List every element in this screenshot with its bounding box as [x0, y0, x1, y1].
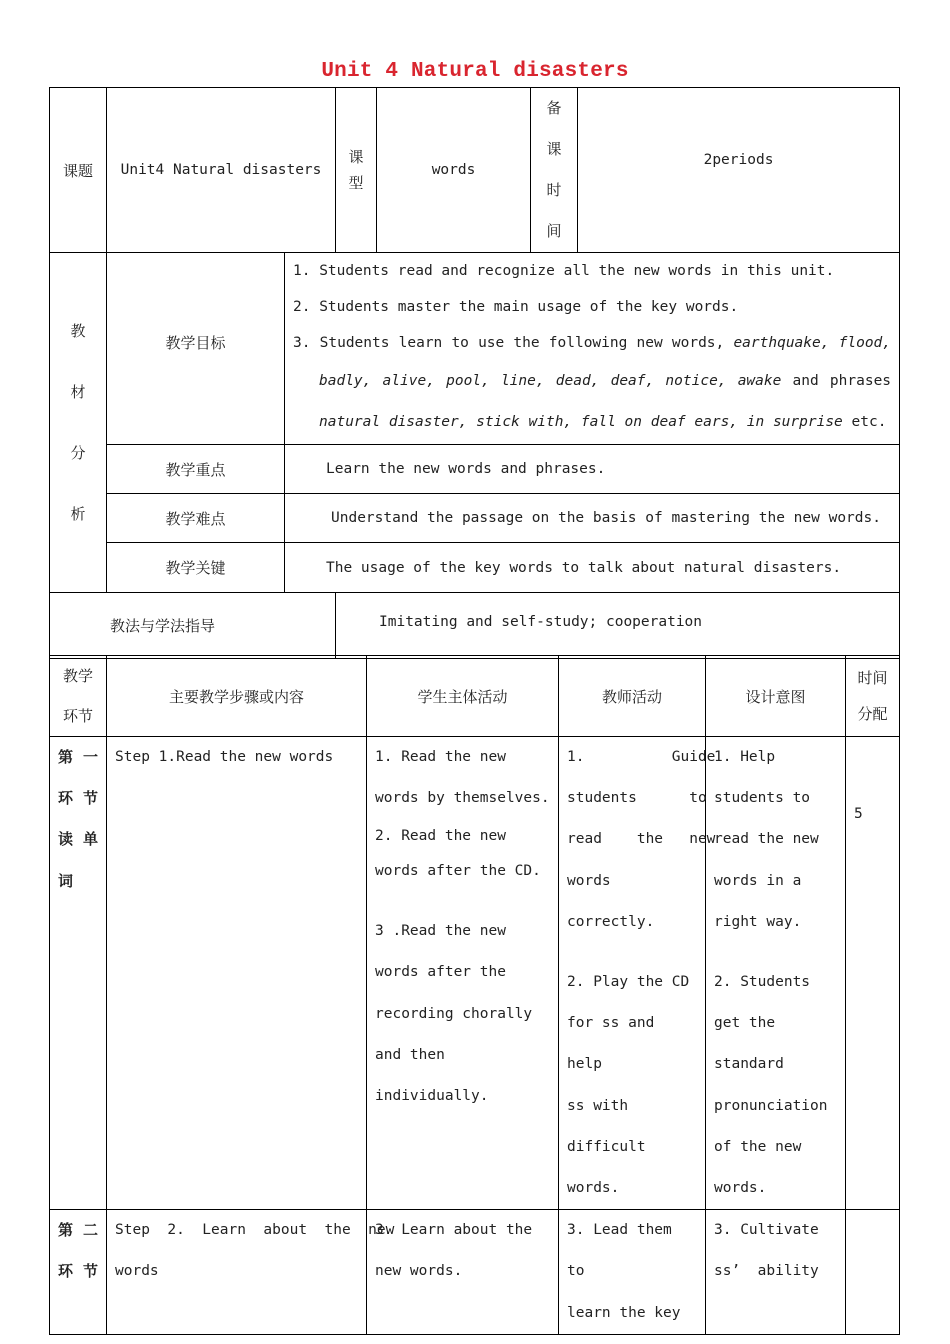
- key-label: 教学关键: [107, 543, 285, 593]
- key-value: The usage of the key words to talk about natural disasters.: [285, 543, 900, 593]
- header-teacher-activity: 教师活动: [559, 656, 706, 737]
- process-header-row: [50, 656, 900, 737]
- topic-value: Unit4 Natural disasters: [107, 88, 336, 253]
- header-student-activity: 学生主体活动: [367, 656, 559, 737]
- analysis-side-label: 教 材 分 析: [50, 253, 107, 593]
- stage-1-design-intent: 1. Help students to read the new words in a right way. 2. Students get the standard pronunciation of the new words.: [706, 737, 846, 1210]
- methods-row: [50, 593, 900, 659]
- key-points-value: Learn the new words and phrases.: [285, 445, 900, 494]
- methods-value: Imitating and self-study; cooperation: [336, 593, 900, 659]
- stage-1-row: [50, 737, 900, 1210]
- document-title: Unit 4 Natural disasters: [321, 60, 629, 83]
- stage-2-step: Step 2. Learn about the new words: [107, 1210, 367, 1335]
- header-stage: 教学 环节: [50, 656, 107, 737]
- prep-time-value: 2periods: [578, 88, 900, 253]
- difficulties-value: Understand the passage on the basis of mastering the new words.: [285, 494, 900, 543]
- type-value: words: [377, 88, 531, 253]
- stage-2-teacher-activity: 3. Lead them to learn the key: [559, 1210, 706, 1335]
- stage-1-student-activity: 1. Read the new words by themselves. 2. Read the new words after the CD. 3 .Read the new words after the recording chorally and then individually.: [367, 737, 559, 1210]
- key-points-row: [50, 445, 900, 494]
- stage-2-design-intent: 3. Cultivate ss’ ability: [706, 1210, 846, 1335]
- header-steps: 主要教学步骤或内容: [107, 656, 367, 737]
- difficulties-row: [50, 494, 900, 543]
- teaching-process-table: [49, 655, 900, 1335]
- stage-1-step: Step 1.Read the new words: [107, 737, 367, 1210]
- type-label: 课 型: [336, 88, 377, 253]
- header-time: 时间 分配: [846, 656, 900, 737]
- stage-2-label: 第 二 环 节: [50, 1210, 107, 1335]
- objectives-label: 教学目标: [107, 253, 285, 445]
- objective-3-line-1: 3. Students learn to use the following new words, earthquake, flood,: [293, 335, 892, 351]
- header-design-intent: 设计意图: [706, 656, 846, 737]
- key-points-label: 教学重点: [107, 445, 285, 494]
- objectives-row: [50, 253, 900, 445]
- difficulties-label: 教学难点: [107, 494, 285, 543]
- stage-1-label: 第 一 环 节 读 单 词: [50, 737, 107, 1210]
- objectives-value: 1. Students read and recognize all the new words in this unit. 2. Students master the main usage of the key words. 3. Students learn to use the following new words, earthquake, flood, badly, alive, pool, line, dead, deaf, notice, awake and phrases natural disaster, stick with, fall on deaf ears, in surprise etc.: [285, 253, 900, 445]
- objective-3-line-2: badly, alive, pool, line, dead, deaf, notice, awake and phrases: [319, 373, 892, 389]
- key-row: [50, 543, 900, 593]
- stage-2-time: [846, 1210, 900, 1335]
- stage-1-teacher-activity: 1. Guide students to read the new words correctly. 2. Play the CD for ss and help ss with difficult words.: [559, 737, 706, 1210]
- stage-2-student-activity: 3. Learn about the new words.: [367, 1210, 559, 1335]
- prep-time-label: 备 课 时 间: [531, 88, 578, 253]
- topic-row: [50, 88, 900, 253]
- topic-label: 课题: [50, 88, 107, 253]
- objective-3-line-3: natural disaster, stick with, fall on deaf ears, in surprise etc.: [319, 414, 887, 430]
- methods-label: 教法与学法指导: [50, 593, 336, 659]
- stage-2-row: [50, 1210, 900, 1335]
- stage-1-time: 5: [846, 737, 900, 1210]
- lesson-info-table: [49, 87, 900, 659]
